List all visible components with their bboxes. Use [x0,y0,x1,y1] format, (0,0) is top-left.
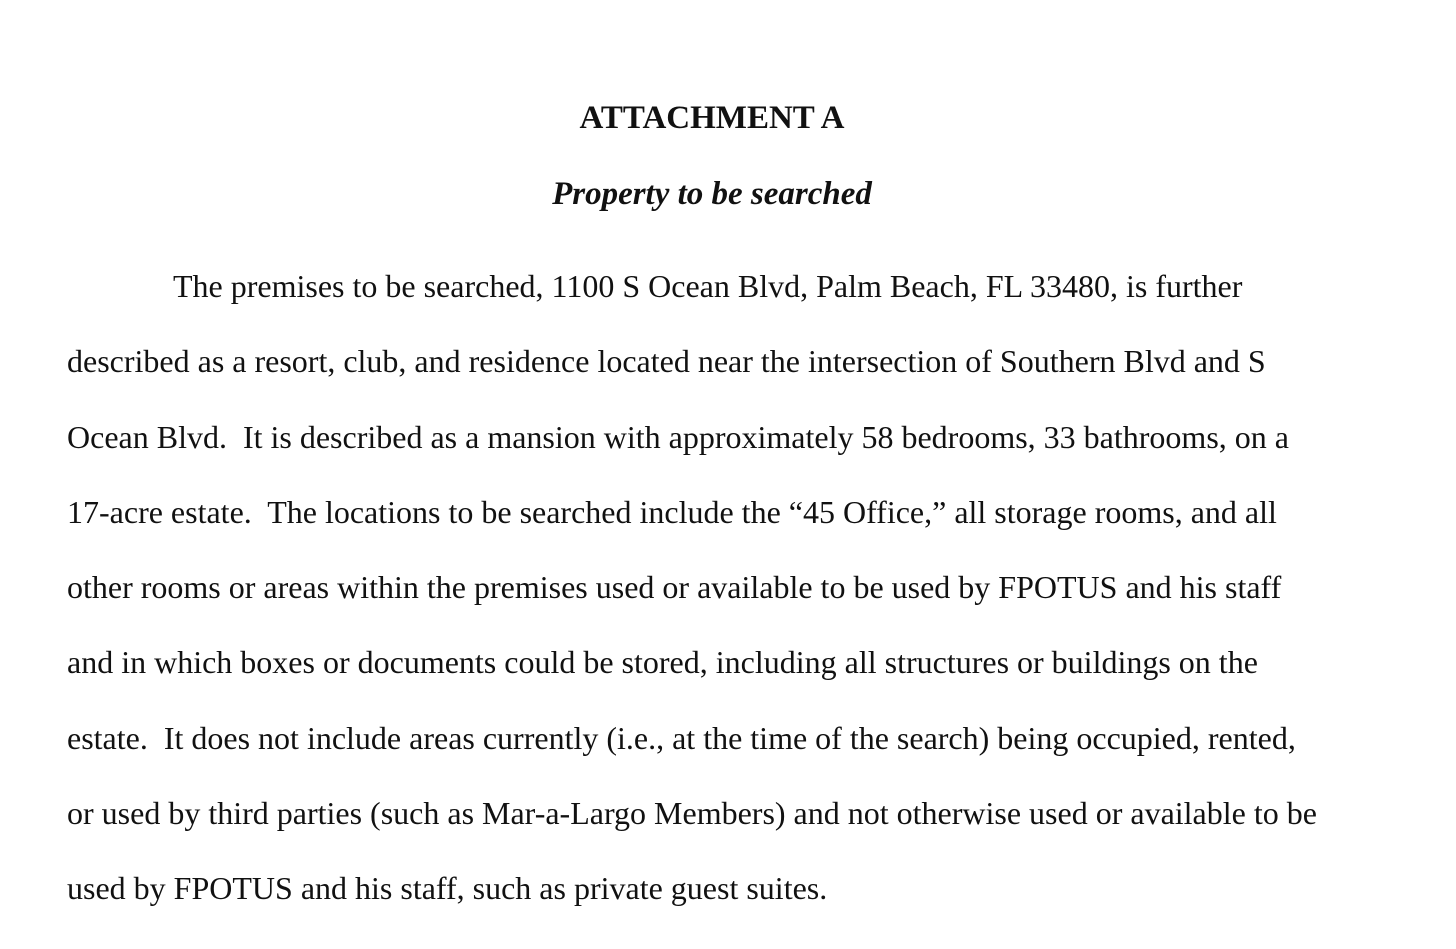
body-line: used by FPOTUS and his staff, such as private guest suites. [67,870,828,907]
body-line: estate. It does not include areas currently (i.e., at the time of the search) being occupied, rented, [67,719,1296,756]
body-line: and in which boxes or documents could be stored, including all structures or buildings on the [67,644,1258,681]
body-line: The premises to be searched, 1100 S Ocean Blvd, Palm Beach, FL 33480, is further [173,268,1243,304]
document-heading: ATTACHMENT A [579,100,845,136]
body-line: described as a resort, club, and residence located near the intersection of Southern Blvd and S [67,343,1266,380]
document-body [67,249,1407,927]
body-line: other rooms or areas within the premises used or available to be used by FPOTUS and his staff [67,569,1282,606]
body-line: Ocean Blvd. It is described as a mansion with approximately 58 bedrooms, 33 bathrooms, on a [67,418,1289,455]
body-line: 17-acre estate. The locations to be searched include the “45 Office,” all storage rooms, and all [67,493,1277,530]
body-line: or used by third parties (such as Mar-a-Largo Members) and not otherwise used or available to be [67,795,1317,832]
document-subheading: Property to be searched [552,176,872,212]
